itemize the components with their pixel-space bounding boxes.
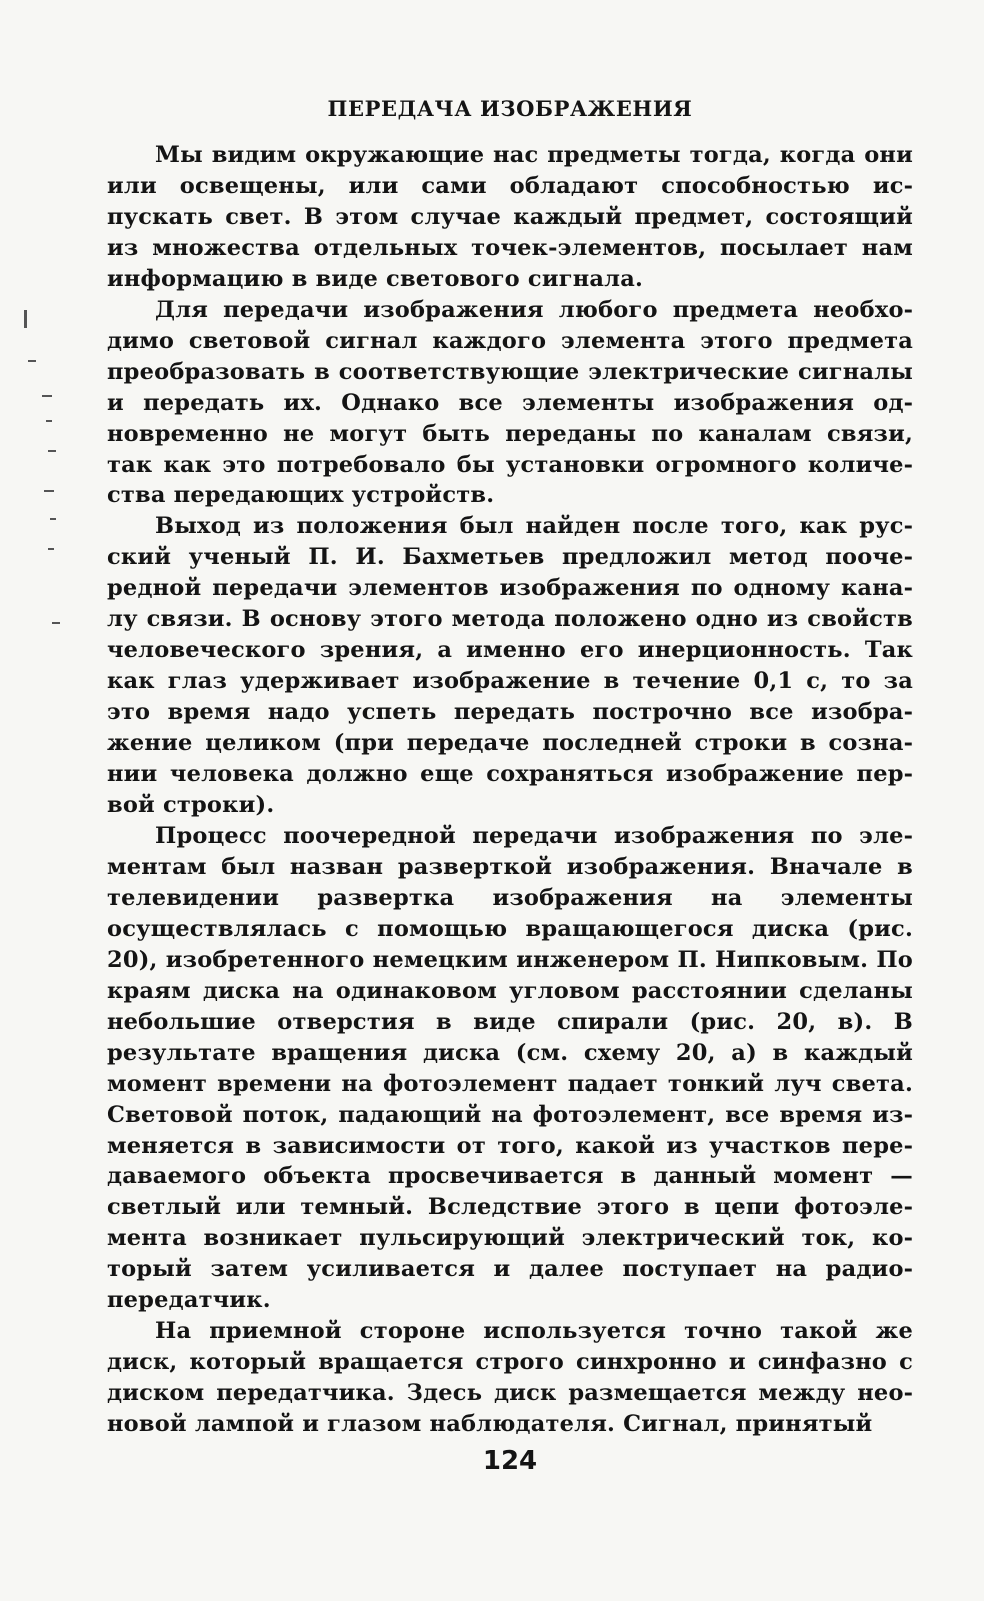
page-number: 124 [482,1446,538,1476]
body-text [107,140,913,1440]
paragraph: Для передачи изображения любого предмета необходимо световой сигнал каждого элемента этого предмета преобразовать в соответствующие электрические сигналы и передать их. Однако все элементы изображения одновременно не могут быть переданы по каналам связи, так как это потребовало бы установки огромного количества передающих устройств. [107,296,913,509]
paragraph: Процесс поочередной передачи изображения по элементам был назван разверткой изображения. Вначале в телевидении развертка изображения на элементы осуществлялась с помощью вращающегося диска (рис. 20), изобретенного немецким инженером П. Нипковым. По краям диска на одинаковом угловом расстоянии сделаны небольшие отверстия в виде спирали (рис. 20, в). В результате вращения диска (см. схему 20, а) в каждый момент времени на фотоэлемент падает тонкий луч света. Световой поток, падающий на фотоэлемент, все время изменяется в зависимости от того, какой из участков передаваемого объекта просвечивается в данный момент — светлый или темный. Вследствие этого в цепи фотоэлемента возникает пульсирующий электрический ток, который затем усиливается и далее поступает на радиопередатчик. [107,822,913,1314]
paragraph: Мы видим окружающие нас предметы тогда, когда они или освещены, или сами обладают способностью испускать свет. В этом случае каждый предмет, состоящий из множества отдельных точек-элементов, посылает нам информацию в виде светового сигнала. [107,142,913,292]
section-heading: ПЕРЕДАЧА ИЗОБРАЖЕНИЯ [327,96,693,121]
paragraph: Выход из положения был найден после того, как русский ученый П. И. Бахметьев предложил метод поочередной передачи элементов изображения по одному каналу связи. В основу этого метода положено одно из свойств человеческого зрения, а именно его инерционность. Так как глаз удерживает изображение в течение 0,1 с, то за это время надо успеть передать построчно все изображение целиком (при передаче последней строки в сознании человека должно еще сохраняться изображение первой строки). [107,513,913,819]
paragraph: На приемной стороне используется точно такой же диск, который вращается строго синхронно и синфазно с диском передатчика. Здесь диск размещается между неоновой лампой и глазом наблюдателя. Сигнал, принятый [107,1318,913,1438]
binding-edge-marks [18,300,68,640]
